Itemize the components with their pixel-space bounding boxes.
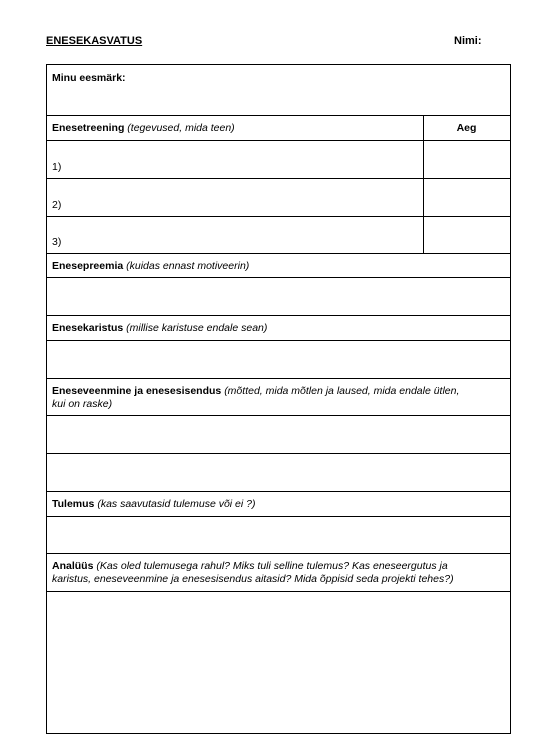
self-talk-label-bold: Eneseveenmine ja enesesisendus [52, 385, 222, 397]
training-item-label: 3) [52, 236, 62, 248]
goal-row[interactable] [47, 65, 510, 116]
time-cell-divider [423, 141, 424, 178]
self-talk-answer-row[interactable] [47, 454, 510, 492]
punishment-label [52, 322, 267, 335]
page-title: ENESEKASVATUS [46, 35, 143, 47]
result-answer-row[interactable] [47, 517, 510, 554]
training-label-bold: Enesetreening [52, 122, 125, 134]
training-item-row[interactable] [47, 217, 510, 254]
result-label-italic: (kas saavutasid tulemuse või ei ?) [97, 498, 256, 510]
training-header-row [47, 116, 510, 141]
time-cell-divider [423, 179, 424, 216]
analysis-label-bold: Analüüs [52, 560, 94, 572]
training-item-label: 1) [52, 161, 62, 173]
analysis-header-row [47, 554, 510, 592]
analysis-label-italic: (Kas oled tulemusega rahul? Miks tuli selline tulemus? Kas eneseergutus ja [96, 560, 448, 572]
result-label [52, 498, 255, 511]
name-label: Nimi: [454, 35, 482, 47]
analysis-label-italic-cont: karistus, eneseveenmine ja enesesisendus aitasid? Mida õppisid seda projekti tehes?) [52, 572, 454, 585]
result-label-bold: Tulemus [52, 498, 95, 510]
training-item-row[interactable] [47, 179, 510, 217]
self-talk-label-italic-cont: kui on raske) [52, 397, 113, 410]
worksheet-table [46, 64, 511, 734]
training-label [52, 122, 235, 135]
self-talk-label-italic: (mõtted, mida mõtlen ja laused, mida endale ütlen, [224, 385, 460, 397]
punishment-header-row [47, 316, 510, 341]
reward-label [52, 260, 249, 273]
reward-answer-row[interactable] [47, 278, 510, 316]
self-talk-answer-row[interactable] [47, 416, 510, 454]
time-cell-divider [423, 217, 424, 253]
analysis-label [52, 560, 454, 585]
training-item-row[interactable] [47, 141, 510, 179]
self-talk-header-row [47, 379, 510, 416]
reward-label-bold: Enesepreemia [52, 260, 124, 272]
analysis-answer-area[interactable] [47, 592, 510, 733]
training-label-italic: (tegevused, mida teen) [127, 122, 235, 134]
reward-header-row [47, 254, 510, 278]
training-item-label: 2) [52, 199, 62, 211]
reward-label-italic: (kuidas ennast motiveerin) [126, 260, 250, 272]
punishment-label-italic: (millise karistuse endale sean) [126, 322, 268, 334]
time-header: Aeg [456, 122, 477, 134]
punishment-label-bold: Enesekaristus [52, 322, 124, 334]
result-header-row [47, 492, 510, 517]
goal-label: Minu eesmärk: [52, 72, 126, 84]
self-talk-label [52, 385, 459, 410]
punishment-answer-row[interactable] [47, 341, 510, 379]
